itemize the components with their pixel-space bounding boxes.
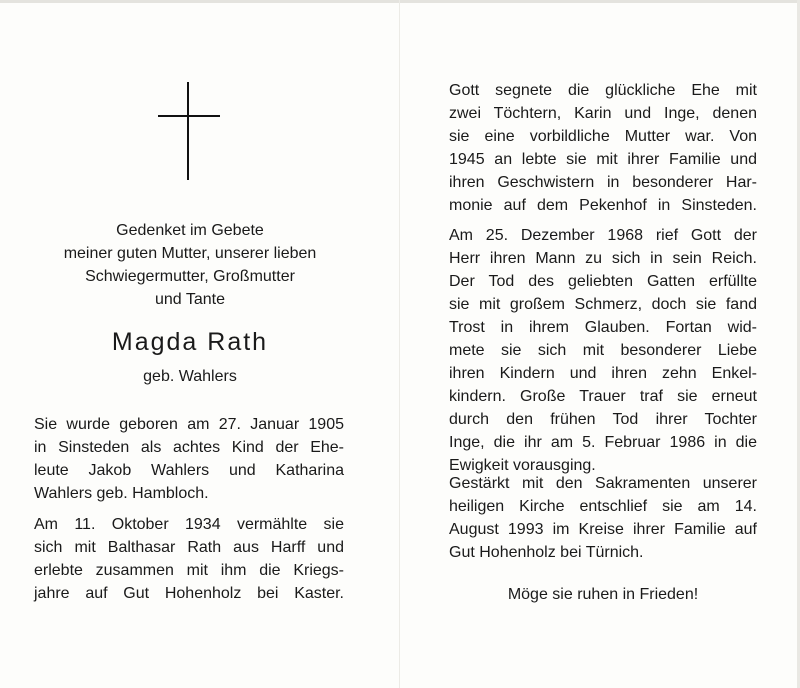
text-line: heiligen Kirche entschlief sie am 14. [449,498,757,515]
text-line: Am 11. Oktober 1934 vermählte sie [34,516,344,533]
text-line: Gott segnete die glückliche Ehe mit [449,82,757,99]
text-line: Sie wurde geboren am 27. Januar 1905 [34,416,344,433]
text-line: Gestärkt mit den Sakramenten unserer [449,475,757,492]
text-line: Ewigkeit vorausging. [449,457,596,474]
text-line: Trost in ihrem Glauben. Fortan wid- [449,319,757,336]
text-line: ihren Kindern und ihren zehn Enkel- [449,365,757,382]
dedication-text [40,219,340,311]
text-line: erlebte zusammen mit ihm die Kriegs- [34,562,344,579]
text-line: sie mit großem Schmerz, doch sie fand [449,296,757,313]
biography-paragraph-birth [34,413,344,505]
card-fold-line [399,0,400,688]
text-line: mete sie sich mit besonderer Liebe [449,342,757,359]
text-line: leute Jakob Wahlers und Katharina [34,462,344,479]
text-line: monie auf dem Pekenhof in Sinsteden. [449,197,757,214]
cross-horizontal-bar [158,115,220,117]
text-line: zwei Töchtern, Karin und Inge, denen [449,105,757,122]
biography-paragraph-family [449,79,757,217]
text-line: kindern. Große Trauer traf sie erneut [449,388,757,405]
left-page [0,0,399,688]
text-line: Wahlers geb. Hambloch. [34,485,209,502]
text-line: Gut Hohenholz bei Türnich. [449,544,644,561]
text-line: 1945 an lebte sie mit ihrer Familie und [449,151,757,168]
text-line: August 1993 im Kreise ihrer Familie auf [449,521,757,538]
cross-vertical-bar [187,82,189,180]
text-line: Herr ihren Mann zu sich in sein Reich. [449,250,757,267]
dedication-line: und Tante [155,291,225,308]
dedication-line: Gedenket im Gebete [116,222,264,239]
text-line: Am 25. Dezember 1968 rief Gott der [449,227,757,244]
text-line: durch den frühen Tod ihrer Tochter [449,411,757,428]
text-line: ihren Geschwistern in besonderer Har- [449,174,757,191]
text-line: Inge, die ihr am 5. Februar 1986 in die [449,434,757,451]
dedication-line: meiner guten Mutter, unserer lieben [63,245,317,262]
text-line: jahre auf Gut Hohenholz bei Kaster. [34,585,344,602]
biography-paragraph-death [449,472,757,564]
biography-paragraph-widowhood [449,224,757,477]
text-line: Der Tod des geliebten Gatten erfüllte [449,273,757,290]
cross-icon [158,82,220,180]
deceased-name: Magda Rath [111,328,269,356]
biography-paragraph-marriage [34,513,344,605]
closing-blessing: Möge sie ruhen in Frieden! [507,586,699,603]
text-line: sich mit Balthasar Rath aus Harff und [34,539,344,556]
maiden-name: geb. Wahlers [143,368,237,385]
text-line: sie eine vorbildliche Mutter war. Von [449,128,757,145]
text-line: in Sinsteden als achtes Kind der Ehe- [34,439,344,456]
dedication-line: Schwiegermutter, Großmutter [85,268,295,285]
